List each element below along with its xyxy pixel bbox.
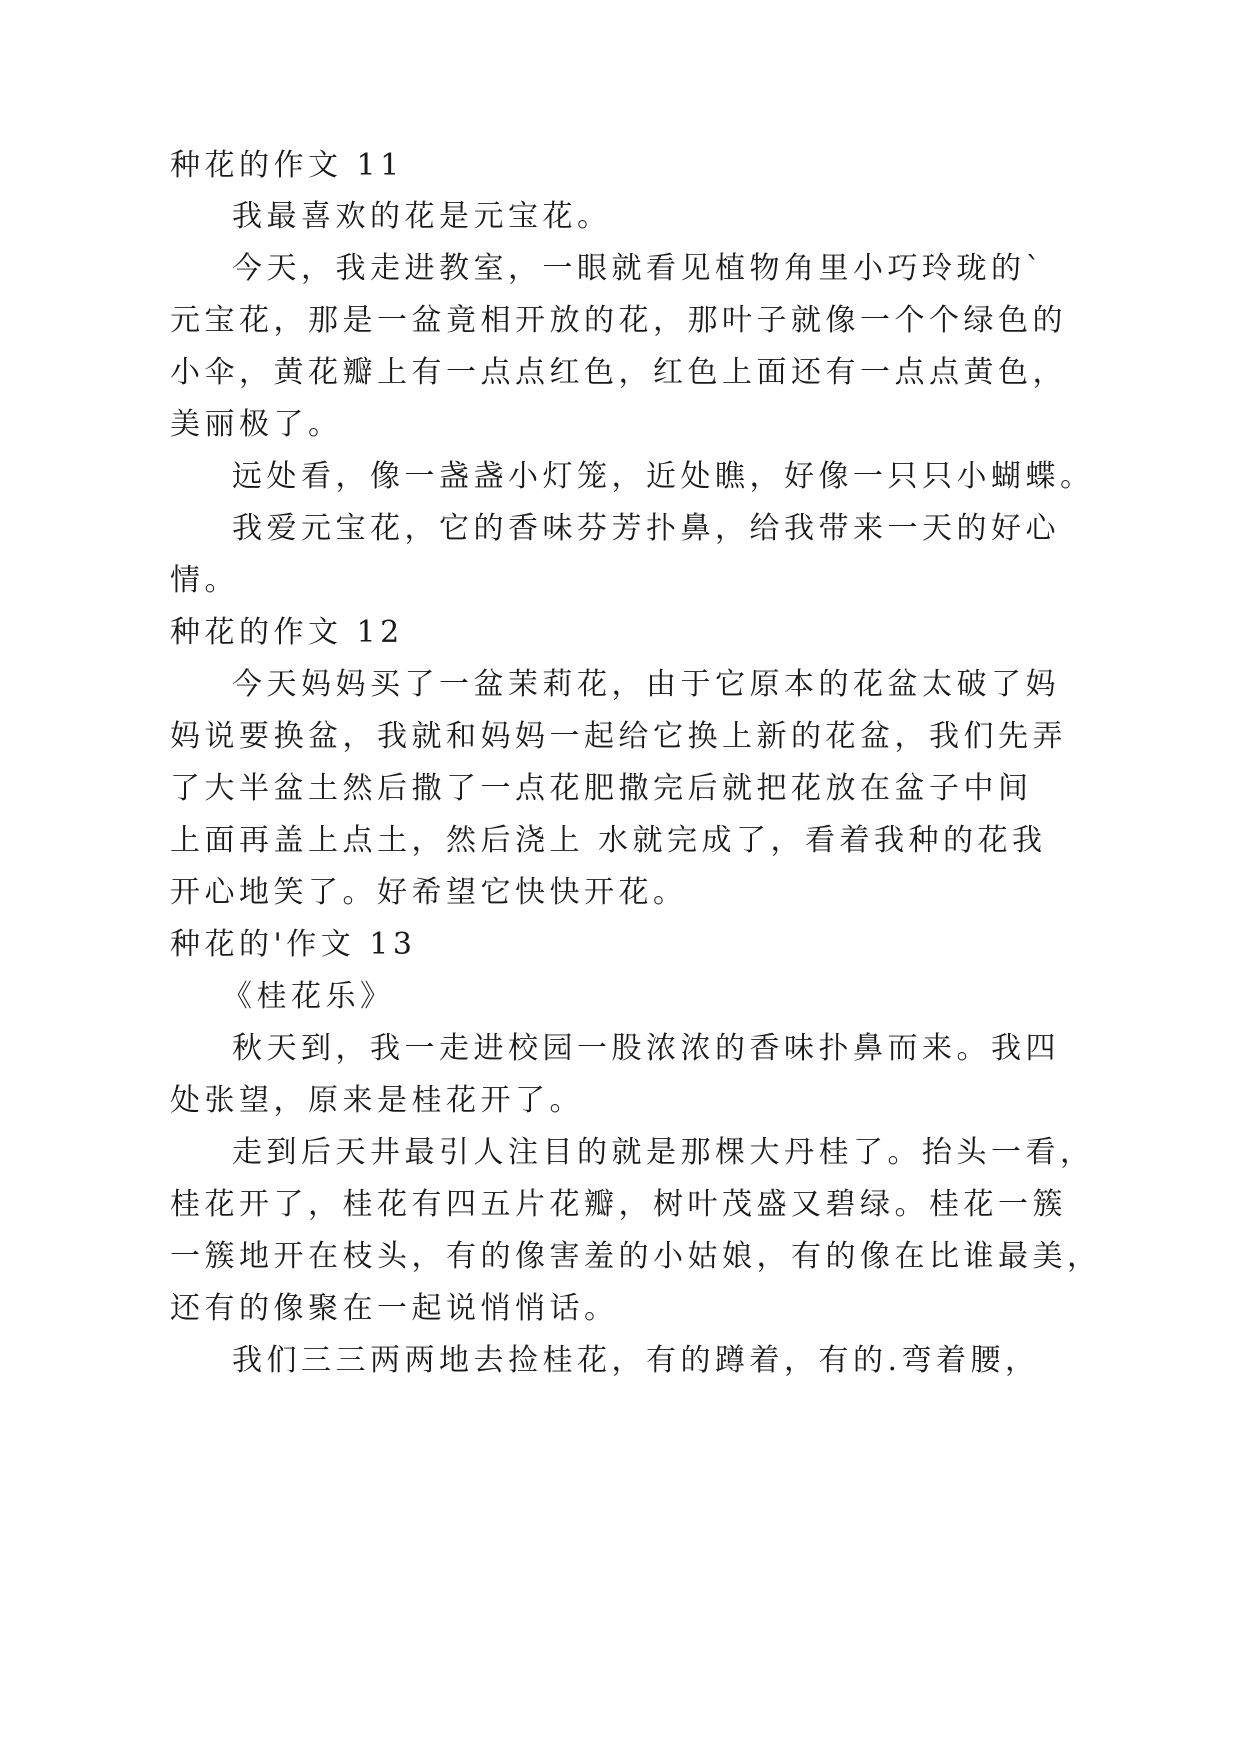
- paragraph-line: 上面再盖上点土，然后浇上 水就完成了，看着我种的花我: [170, 823, 1047, 858]
- heading-essay-12: 种花的作文 12: [170, 615, 404, 650]
- paragraph-line: 妈说要换盆，我就和妈妈一起给它换上新的花盆，我们先弄: [170, 719, 1067, 754]
- essay-subtitle: 《桂花乐》: [222, 979, 395, 1014]
- paragraph-line: 今天，我走进教室，一眼就看见植物角里小巧玲珑的`: [232, 251, 1045, 286]
- heading-essay-13: 种花的'作文 13: [170, 927, 417, 962]
- paragraph-line: 了大半盆土然后撒了一点花肥撒完后就把花放在盆子中间: [170, 771, 1033, 806]
- paragraph-line: 一簇地开在枝头，有的像害羞的小姑娘，有的像在比谁最美，: [170, 1239, 1102, 1274]
- paragraph-line: 小伞，黄花瓣上有一点点红色，红色上面还有一点点黄色，: [170, 355, 1067, 390]
- paragraph-line: 今天妈妈买了一盆茉莉花，由于它原本的花盆太破了妈: [232, 667, 1060, 702]
- paragraph-line: 情。: [170, 563, 239, 598]
- paragraph-line: 开心地笑了。好希望它快快开花。: [170, 875, 688, 910]
- paragraph-line: 桂花开了，桂花有四五片花瓣，树叶茂盛又碧绿。桂花一簇: [170, 1187, 1067, 1222]
- paragraph-line: 元宝花，那是一盆竟相开放的花，那叶子就像一个个绿色的: [170, 303, 1067, 338]
- paragraph-line: 处张望，原来是桂花开了。: [170, 1083, 584, 1118]
- paragraph-line: 秋天到，我一走进校园一股浓浓的香味扑鼻而来。我四: [232, 1031, 1060, 1066]
- paragraph-line: 我们三三两两地去捡桂花，有的蹲着，有的.弯着腰，: [232, 1343, 1040, 1378]
- heading-essay-11: 种花的作文 11: [170, 148, 404, 183]
- paragraph-line: 远处看，像一盏盏小灯笼，近处瞧，好像一只只小蝴蝶。: [232, 459, 1095, 494]
- paragraph-line: 我最喜欢的花是元宝花。: [232, 199, 612, 234]
- paragraph-line: 美丽极了。: [170, 407, 343, 442]
- paragraph-line: 走到后天井最引人注目的就是那棵大丹桂了。抬头一看，: [232, 1135, 1095, 1170]
- paragraph-line: 我爱元宝花，它的香味芬芳扑鼻，给我带来一天的好心: [232, 511, 1060, 546]
- paragraph-line: 还有的像聚在一起说悄悄话。: [170, 1291, 619, 1326]
